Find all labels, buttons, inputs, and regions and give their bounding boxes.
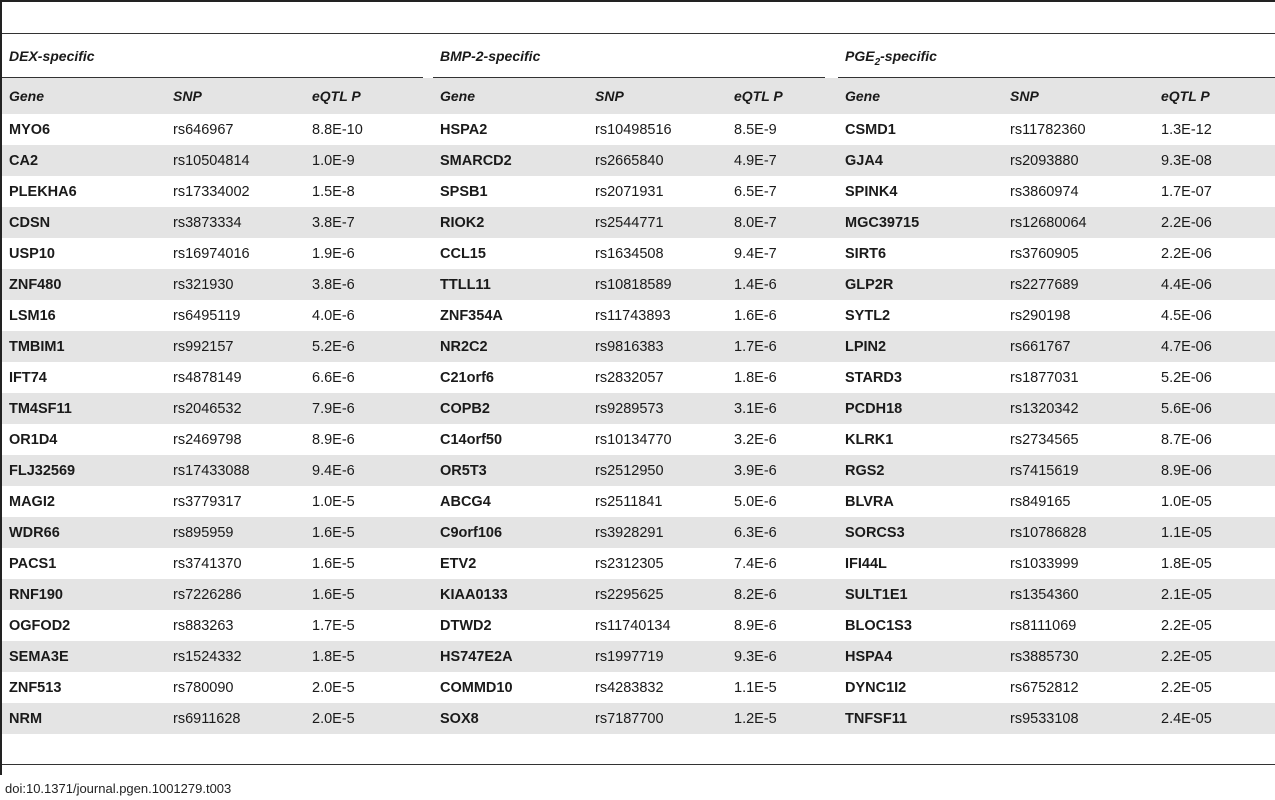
cell-p: 2.0E-5: [312, 679, 355, 696]
cell-snp: rs2544771: [588, 207, 727, 238]
cell-snp: rs780090: [173, 679, 234, 696]
cell-snp: rs849165: [1010, 493, 1071, 510]
table-row: [2, 362, 1275, 393]
cell-snp: rs7187700: [588, 703, 727, 734]
cell-p: 1.6E-6: [734, 307, 777, 324]
cell-p: 1.6E-5: [305, 579, 433, 610]
cell-snp: rs4283832: [595, 679, 664, 696]
cell-snp: rs3741370: [173, 555, 242, 572]
cell-snp: rs7226286: [166, 579, 305, 610]
cell-snp: rs17433088: [166, 455, 305, 486]
group-label-bmp2-text: BMP-2-specific: [440, 48, 541, 64]
cell-gene: COPB2: [433, 393, 588, 424]
cell-p: 8.5E-9: [734, 121, 777, 138]
cell-snp: rs2469798: [173, 431, 242, 448]
cell-snp: rs3860974: [1010, 183, 1079, 200]
cell-snp: rs2093880: [1003, 145, 1154, 176]
table-row: [2, 641, 1275, 672]
cell-gene: MAGI2: [9, 493, 55, 510]
group-label-bmp2: [440, 48, 540, 64]
cell-snp: rs2511841: [595, 493, 663, 510]
cell-snp: rs17334002: [173, 183, 250, 200]
cell-snp: rs1354360: [1003, 579, 1154, 610]
cell-p: 2.2E-06: [1154, 207, 1275, 238]
cell-gene: ZNF480: [2, 269, 166, 300]
cell-snp: rs6495119: [173, 307, 241, 324]
doi-caption: doi:10.1371/journal.pgen.1001279.t003: [5, 781, 232, 796]
cell-p: 5.2E-6: [305, 331, 433, 362]
cell-gene: MYO6: [9, 121, 51, 138]
cell-snp: rs290198: [1010, 307, 1071, 324]
cell-gene: PLEKHA6: [9, 183, 77, 200]
cell-gene: IFI44L: [845, 555, 887, 572]
cell-gene: HSPA2: [440, 121, 488, 138]
cell-p: 8.2E-6: [727, 579, 838, 610]
cell-snp: rs321930: [166, 269, 305, 300]
table-row: [2, 300, 1275, 331]
cell-gene: TMBIM1: [2, 331, 166, 362]
cell-gene: C9orf106: [433, 517, 588, 548]
group-header-row: [0, 34, 1275, 78]
cell-snp: rs6752812: [1010, 679, 1079, 696]
cell-gene: CSMD1: [845, 121, 896, 138]
col-header-snp: SNP: [1003, 78, 1154, 114]
cell-p: 1.6E-5: [305, 517, 433, 548]
cell-gene: C14orf50: [440, 431, 503, 448]
cell-snp: rs883263: [173, 617, 234, 634]
table-row: [2, 672, 1275, 703]
col-header-gene: Gene: [433, 78, 588, 114]
cell-gene: OGFOD2: [9, 617, 71, 634]
col-header-p: eQTL P: [1154, 78, 1275, 114]
cell-gene: ZNF354A: [440, 307, 503, 324]
table-row: [2, 176, 1275, 207]
table-row: [2, 114, 1275, 145]
cell-snp: rs10786828: [1003, 517, 1154, 548]
table-row: [2, 579, 1275, 610]
cell-p: 6.3E-6: [727, 517, 838, 548]
column-header-row: [2, 78, 1275, 114]
cell-snp: rs3779317: [173, 493, 242, 510]
cell-gene: CCL15: [440, 245, 486, 262]
cell-snp: rs2312305: [595, 555, 664, 572]
eqtl-table: [2, 78, 1275, 734]
cell-p: 1.0E-05: [1161, 493, 1212, 510]
cell-snp: rs11782360: [1010, 121, 1086, 138]
cell-snp: rs8111069: [1010, 617, 1077, 634]
cell-snp: rs9816383: [588, 331, 727, 362]
cell-gene: OR5T3: [433, 455, 588, 486]
cell-p: 5.6E-06: [1154, 393, 1275, 424]
col-header-gene: Gene: [838, 78, 1003, 114]
cell-snp: rs10818589: [588, 269, 727, 300]
cell-p: 1.1E-5: [734, 679, 777, 696]
cell-gene: KLRK1: [845, 431, 894, 448]
cell-gene: WDR66: [2, 517, 166, 548]
cell-gene: DYNC1I2: [845, 679, 907, 696]
cell-gene: TTLL11: [433, 269, 588, 300]
cell-snp: rs1997719: [588, 641, 727, 672]
cell-gene: DTWD2: [440, 617, 492, 634]
cell-snp: rs2734565: [1010, 431, 1079, 448]
cell-p: 1.4E-6: [727, 269, 838, 300]
cell-snp: rs10504814: [166, 145, 305, 176]
col-header-p: eQTL P: [305, 78, 433, 114]
cell-snp: rs2277689: [1003, 269, 1154, 300]
cell-p: 8.0E-7: [727, 207, 838, 238]
cell-p: 1.9E-6: [312, 245, 355, 262]
cell-gene: ETV2: [440, 555, 477, 572]
cell-p: 1.5E-8: [312, 183, 355, 200]
cell-snp: rs2832057: [595, 369, 664, 386]
cell-p: 1.8E-05: [1161, 555, 1212, 572]
cell-p: 2.2E-06: [1161, 245, 1212, 262]
cell-gene: BLVRA: [845, 493, 894, 510]
col-header-snp: SNP: [588, 78, 727, 114]
cell-gene: TM4SF11: [2, 393, 166, 424]
cell-gene: SORCS3: [838, 517, 1003, 548]
cell-snp: rs12680064: [1003, 207, 1154, 238]
cell-p: 3.8E-7: [305, 207, 433, 238]
table-row: [2, 517, 1275, 548]
cell-p: 1.6E-5: [312, 555, 355, 572]
cell-gene: KIAA0133: [433, 579, 588, 610]
cell-snp: rs1524332: [166, 641, 305, 672]
group-label-dex: DEX-specific: [9, 48, 95, 64]
col-header-snp: SNP: [166, 78, 305, 114]
group-label-pge2-text: $PGE_2$-specific: [845, 48, 937, 68]
cell-gene: OR1D4: [9, 431, 58, 448]
table-row: [2, 238, 1275, 269]
cell-gene: RIOK2: [433, 207, 588, 238]
cell-p: 1.1E-05: [1154, 517, 1275, 548]
cell-snp: rs1033999: [1010, 555, 1079, 572]
cell-snp: rs992157: [166, 331, 305, 362]
table-row: [2, 207, 1275, 238]
cell-gene: COMMD10: [440, 679, 513, 696]
cell-gene: STARD3: [845, 369, 902, 386]
cell-gene: RNF190: [2, 579, 166, 610]
cell-gene: FLJ32569: [2, 455, 166, 486]
table-body: [2, 114, 1275, 734]
cell-gene: LSM16: [9, 307, 56, 324]
table-row: [2, 393, 1275, 424]
cell-p: 9.3E-08: [1154, 145, 1275, 176]
cell-p: 3.9E-6: [727, 455, 838, 486]
cell-p: 2.4E-05: [1154, 703, 1275, 734]
table-row: [2, 703, 1275, 734]
cell-p: 9.4E-7: [734, 245, 777, 262]
cell-snp: rs9289573: [588, 393, 727, 424]
cell-snp: rs4878149: [173, 369, 242, 386]
cell-snp: rs3885730: [1003, 641, 1154, 672]
cell-p: 2.0E-5: [305, 703, 433, 734]
cell-p: 3.2E-6: [734, 431, 777, 448]
cell-p: 1.3E-12: [1161, 121, 1212, 138]
cell-p: 4.4E-06: [1154, 269, 1275, 300]
cell-snp: rs10134770: [595, 431, 672, 448]
cell-p: 1.7E-5: [312, 617, 355, 634]
cell-p: 1.2E-5: [727, 703, 838, 734]
cell-p: 4.0E-6: [312, 307, 355, 324]
cell-p: 5.2E-06: [1161, 369, 1212, 386]
cell-snp: rs9533108: [1003, 703, 1154, 734]
cell-gene: C21orf6: [440, 369, 494, 386]
cell-p: 7.9E-6: [305, 393, 433, 424]
cell-p: 9.4E-6: [305, 455, 433, 486]
table-bottom-rule: [2, 764, 1275, 765]
cell-snp: rs1877031: [1010, 369, 1079, 386]
cell-gene: BLOC1S3: [845, 617, 912, 634]
table-row: [2, 486, 1275, 517]
col-header-p: eQTL P: [727, 78, 838, 114]
table-row: [2, 424, 1275, 455]
cell-p: 3.8E-6: [305, 269, 433, 300]
cell-p: 3.1E-6: [727, 393, 838, 424]
cell-p: 2.1E-05: [1154, 579, 1275, 610]
cell-gene: LPIN2: [838, 331, 1003, 362]
cell-gene: NRM: [2, 703, 166, 734]
cell-snp: rs1634508: [595, 245, 664, 262]
cell-snp: rs1320342: [1003, 393, 1154, 424]
cell-snp: rs661767: [1003, 331, 1154, 362]
cell-gene: SIRT6: [845, 245, 887, 262]
cell-snp: rs3928291: [588, 517, 727, 548]
cell-gene: GJA4: [838, 145, 1003, 176]
cell-p: 7.4E-6: [734, 555, 777, 572]
cell-gene: IFT74: [9, 369, 47, 386]
cell-gene: HSPA4: [838, 641, 1003, 672]
cell-gene: RGS2: [838, 455, 1003, 486]
cell-gene: TNFSF11: [838, 703, 1003, 734]
cell-snp: rs7415619: [1003, 455, 1154, 486]
cell-gene: SYTL2: [845, 307, 891, 324]
cell-p: 8.9E-06: [1154, 455, 1275, 486]
cell-p: 6.5E-7: [734, 183, 777, 200]
cell-snp: rs2295625: [588, 579, 727, 610]
cell-p: 4.5E-06: [1161, 307, 1212, 324]
cell-p: 8.7E-06: [1161, 431, 1212, 448]
table-row: [2, 331, 1275, 362]
cell-gene: GLP2R: [838, 269, 1003, 300]
cell-p: 8.9E-6: [734, 617, 777, 634]
cell-p: 1.8E-5: [305, 641, 433, 672]
table-title-band: [2, 2, 1275, 33]
cell-snp: rs895959: [166, 517, 305, 548]
cell-p: 5.0E-6: [734, 493, 777, 510]
cell-snp: rs3873334: [166, 207, 305, 238]
table-row: [2, 548, 1275, 579]
cell-snp: rs2665840: [588, 145, 727, 176]
cell-gene: CA2: [2, 145, 166, 176]
table-row: [2, 610, 1275, 641]
cell-gene: MGC39715: [838, 207, 1003, 238]
cell-snp: rs2071931: [595, 183, 664, 200]
cell-snp: rs6911628: [166, 703, 305, 734]
cell-gene: HS747E2A: [433, 641, 588, 672]
cell-p: 1.7E-6: [727, 331, 838, 362]
cell-p: 9.3E-6: [727, 641, 838, 672]
cell-gene: CDSN: [2, 207, 166, 238]
group-label-pge2: [845, 48, 937, 68]
table-row: [2, 145, 1275, 176]
cell-p: 8.8E-10: [312, 121, 363, 138]
cell-snp: rs16974016: [173, 245, 250, 262]
cell-snp: rs2512950: [588, 455, 727, 486]
cell-p: 1.0E-5: [312, 493, 355, 510]
cell-gene: SULT1E1: [838, 579, 1003, 610]
table-row: [2, 269, 1275, 300]
cell-gene: ZNF513: [9, 679, 62, 696]
cell-gene: SMARCD2: [433, 145, 588, 176]
cell-gene: SPSB1: [440, 183, 488, 200]
cell-snp: rs646967: [173, 121, 234, 138]
cell-snp: rs10498516: [595, 121, 672, 138]
cell-p: 2.2E-05: [1161, 679, 1212, 696]
cell-p: 8.9E-6: [312, 431, 355, 448]
cell-gene: USP10: [9, 245, 55, 262]
cell-p: 4.7E-06: [1154, 331, 1275, 362]
cell-snp: rs2046532: [166, 393, 305, 424]
cell-snp: rs11740134: [595, 617, 671, 634]
cell-p: 1.8E-6: [734, 369, 777, 386]
cell-p: 1.0E-9: [305, 145, 433, 176]
cell-snp: rs3760905: [1010, 245, 1079, 262]
cell-gene: NR2C2: [433, 331, 588, 362]
cell-snp: rs11743893: [595, 307, 671, 324]
col-header-gene: Gene: [2, 78, 166, 114]
cell-p: 4.9E-7: [727, 145, 838, 176]
cell-gene: SPINK4: [845, 183, 898, 200]
table-row: [2, 455, 1275, 486]
cell-gene: PACS1: [9, 555, 57, 572]
cell-p: 2.2E-05: [1161, 617, 1212, 634]
cell-p: 1.7E-07: [1161, 183, 1212, 200]
cell-gene: PCDH18: [838, 393, 1003, 424]
cell-gene: SEMA3E: [2, 641, 166, 672]
cell-gene: ABCG4: [440, 493, 491, 510]
cell-p: 2.2E-05: [1154, 641, 1275, 672]
cell-p: 6.6E-6: [312, 369, 355, 386]
cell-gene: SOX8: [433, 703, 588, 734]
